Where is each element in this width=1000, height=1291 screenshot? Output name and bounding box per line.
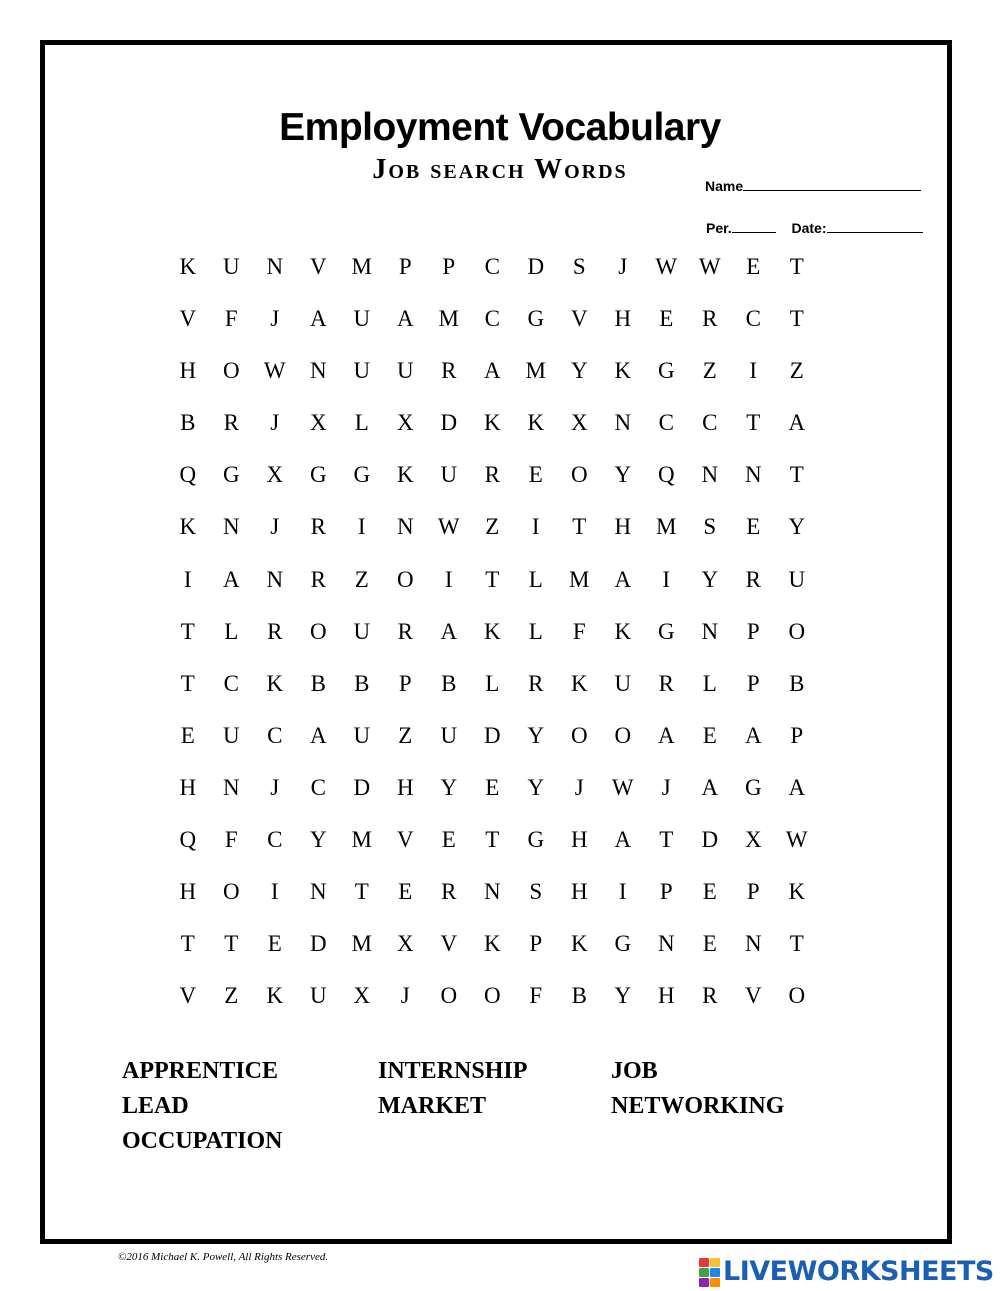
grid-letter[interactable]: Y: [309, 827, 327, 853]
grid-letter[interactable]: R: [745, 566, 761, 592]
grid-letter[interactable]: M: [351, 254, 372, 279]
grid-letter[interactable]: W: [698, 254, 721, 279]
grid-letter[interactable]: C: [484, 254, 500, 279]
grid-letter[interactable]: N: [701, 618, 719, 644]
grid-letter[interactable]: N: [396, 514, 414, 540]
grid-letter[interactable]: W: [437, 514, 460, 540]
grid-letter[interactable]: T: [746, 410, 761, 436]
grid-letter[interactable]: Y: [570, 358, 588, 384]
grid-letter[interactable]: N: [744, 462, 762, 488]
grid-letter[interactable]: U: [222, 254, 240, 279]
grid-letter[interactable]: R: [702, 306, 718, 332]
grid-letter[interactable]: P: [659, 879, 673, 905]
grid-letter[interactable]: G: [309, 462, 327, 488]
grid-letter[interactable]: H: [396, 774, 414, 800]
grid-letter[interactable]: E: [746, 514, 761, 540]
grid-letter[interactable]: V: [309, 254, 327, 279]
grid-letter[interactable]: T: [224, 931, 239, 957]
grid-letter[interactable]: M: [525, 358, 546, 384]
grid-letter[interactable]: E: [267, 931, 282, 957]
grid-letter[interactable]: K: [266, 670, 284, 696]
grid-letter[interactable]: I: [357, 514, 366, 540]
page-title: Employment Vocabulary: [279, 106, 721, 149]
grid-letter[interactable]: P: [746, 879, 760, 905]
grid-letter[interactable]: U: [353, 306, 371, 332]
grid-letter[interactable]: M: [351, 931, 372, 957]
grid-letter[interactable]: G: [657, 358, 675, 384]
grid-letter[interactable]: A: [657, 722, 675, 748]
word-bank-item: LEAD: [122, 1093, 189, 1119]
grid-letter[interactable]: A: [222, 566, 240, 592]
grid-letter[interactable]: R: [484, 462, 500, 488]
grid-letter[interactable]: H: [614, 514, 632, 540]
grid-letter[interactable]: B: [180, 410, 196, 436]
grid-letter[interactable]: S: [703, 514, 717, 540]
grid-letter[interactable]: Z: [702, 358, 717, 384]
grid-letter[interactable]: N: [657, 931, 675, 957]
grid-letter[interactable]: G: [527, 827, 545, 853]
grid-letter[interactable]: K: [527, 410, 545, 436]
grid-letter[interactable]: O: [440, 983, 458, 1009]
word-bank-item: INTERNSHIP: [378, 1058, 528, 1084]
word-bank-item: NETWORKING: [611, 1093, 785, 1119]
grid-letter[interactable]: U: [353, 358, 371, 384]
grid-letter[interactable]: C: [658, 410, 674, 436]
grid-letter[interactable]: F: [572, 618, 586, 644]
grid-letter[interactable]: I: [183, 566, 192, 592]
grid-letter[interactable]: T: [180, 618, 195, 644]
brand-name: LIVEWORKSHEETS: [723, 1256, 994, 1287]
grid-letter[interactable]: G: [222, 462, 240, 488]
grid-letter[interactable]: N: [222, 514, 240, 540]
grid-letter[interactable]: A: [309, 306, 327, 332]
grid-letter[interactable]: D: [483, 722, 501, 748]
grid-letter[interactable]: Z: [354, 566, 369, 592]
grid-letter[interactable]: R: [702, 983, 718, 1009]
grid-letter[interactable]: Y: [614, 462, 632, 488]
grid-letter[interactable]: R: [397, 618, 413, 644]
grid-letter[interactable]: T: [485, 827, 500, 853]
grid-letter[interactable]: I: [531, 514, 540, 540]
grid-letter[interactable]: P: [746, 670, 760, 696]
grid-letter[interactable]: F: [224, 827, 238, 853]
grid-letter[interactable]: V: [179, 306, 197, 332]
grid-letter[interactable]: E: [441, 827, 456, 853]
per-blank[interactable]: [732, 220, 776, 233]
grid-letter[interactable]: T: [659, 827, 674, 853]
grid-letter[interactable]: R: [310, 514, 326, 540]
grid-letter[interactable]: B: [789, 670, 805, 696]
grid-letter[interactable]: D: [353, 774, 371, 800]
grid-letter[interactable]: C: [702, 410, 718, 436]
grid-letter[interactable]: H: [657, 983, 675, 1009]
grid-letter[interactable]: X: [396, 410, 414, 436]
grid-letter[interactable]: A: [744, 722, 762, 748]
grid-letter[interactable]: P: [790, 722, 804, 748]
grid-letter[interactable]: G: [527, 306, 545, 332]
grid-letter[interactable]: A: [614, 566, 632, 592]
grid-letter[interactable]: Z: [485, 514, 500, 540]
grid-letter[interactable]: O: [570, 462, 588, 488]
grid-letter[interactable]: R: [528, 670, 544, 696]
grid-letter[interactable]: Q: [179, 827, 197, 853]
grid-letter[interactable]: U: [396, 358, 414, 384]
grid-letter[interactable]: V: [570, 306, 588, 332]
liveworksheets-logo[interactable]: [699, 1256, 994, 1287]
grid-letter[interactable]: E: [485, 774, 500, 800]
name-label: Name: [705, 178, 744, 194]
grid-letter[interactable]: J: [574, 774, 584, 800]
grid-letter[interactable]: K: [788, 879, 806, 905]
grid-letter[interactable]: T: [789, 254, 804, 279]
grid-letter[interactable]: P: [398, 670, 412, 696]
grid-letter[interactable]: O: [222, 358, 240, 384]
grid-letter[interactable]: O: [788, 983, 806, 1009]
grid-letter[interactable]: N: [266, 254, 284, 279]
grid-letter[interactable]: T: [789, 306, 804, 332]
grid-letter[interactable]: B: [441, 670, 457, 696]
grid-letter[interactable]: K: [570, 931, 588, 957]
grid-letter[interactable]: H: [614, 306, 632, 332]
grid-letter[interactable]: T: [354, 879, 369, 905]
grid-letter[interactable]: I: [749, 358, 758, 384]
grid-letter[interactable]: A: [788, 774, 806, 800]
grid-letter[interactable]: E: [398, 879, 413, 905]
grid-letter[interactable]: L: [485, 670, 500, 696]
grid-letter[interactable]: J: [400, 983, 410, 1009]
grid-letter[interactable]: C: [267, 722, 283, 748]
grid-letter[interactable]: I: [662, 566, 671, 592]
grid-letter[interactable]: I: [444, 566, 453, 592]
grid-letter[interactable]: T: [789, 931, 804, 957]
grid-letter[interactable]: Y: [701, 566, 719, 592]
grid-letter[interactable]: G: [614, 931, 632, 957]
grid-letter[interactable]: L: [354, 410, 369, 436]
grid-letter[interactable]: K: [483, 618, 501, 644]
grid-letter[interactable]: U: [440, 722, 458, 748]
grid-letter[interactable]: L: [224, 618, 239, 644]
grid-letter[interactable]: M: [656, 514, 677, 540]
grid-letter[interactable]: U: [440, 462, 458, 488]
page-subtitle: Job search Words: [372, 154, 628, 185]
word-bank-item: APPRENTICE: [122, 1058, 279, 1084]
grid-letter[interactable]: H: [179, 879, 197, 905]
grid-letter[interactable]: K: [614, 358, 632, 384]
grid-letter[interactable]: O: [483, 983, 501, 1009]
grid-letter[interactable]: A: [701, 774, 719, 800]
grid-letter[interactable]: N: [701, 462, 719, 488]
grid-letter[interactable]: K: [614, 618, 632, 644]
grid-letter[interactable]: A: [309, 722, 327, 748]
grid-letter[interactable]: X: [266, 462, 284, 488]
grid-letter[interactable]: U: [614, 670, 632, 696]
grid-letter[interactable]: Y: [788, 514, 806, 540]
grid-letter[interactable]: W: [655, 254, 678, 279]
grid-letter[interactable]: T: [572, 514, 587, 540]
grid-letter[interactable]: G: [353, 462, 371, 488]
grid-letter[interactable]: E: [528, 462, 543, 488]
grid-letter[interactable]: R: [658, 670, 674, 696]
grid-letter[interactable]: F: [224, 306, 238, 332]
grid-letter[interactable]: T: [180, 931, 195, 957]
grid-letter[interactable]: N: [309, 879, 327, 905]
grid-letter[interactable]: T: [180, 670, 195, 696]
grid-letter[interactable]: Y: [527, 774, 545, 800]
grid-letter[interactable]: B: [571, 983, 587, 1009]
grid-letter[interactable]: V: [179, 983, 197, 1009]
grid-letter[interactable]: Y: [527, 722, 545, 748]
grid-letter[interactable]: J: [270, 514, 280, 540]
grid-letter[interactable]: G: [744, 774, 762, 800]
date-label: Date:: [791, 220, 827, 236]
grid-letter[interactable]: E: [746, 254, 761, 279]
grid-letter[interactable]: M: [569, 566, 590, 592]
grid-letter[interactable]: Q: [179, 462, 197, 488]
grid-letter[interactable]: J: [661, 774, 671, 800]
grid-letter[interactable]: N: [483, 879, 501, 905]
grid-letter[interactable]: E: [659, 306, 674, 332]
per-date-fields: [706, 220, 923, 236]
grid-letter[interactable]: N: [309, 358, 327, 384]
grid-letter[interactable]: E: [702, 879, 717, 905]
grid-letter[interactable]: N: [744, 931, 762, 957]
grid-letter[interactable]: V: [744, 983, 762, 1009]
grid-letter[interactable]: R: [310, 566, 326, 592]
grid-letter[interactable]: L: [528, 566, 543, 592]
grid-letter[interactable]: E: [702, 931, 717, 957]
grid-letter[interactable]: U: [353, 722, 371, 748]
grid-letter[interactable]: X: [309, 410, 327, 436]
grid-letter[interactable]: B: [310, 670, 326, 696]
grid-letter[interactable]: K: [396, 462, 414, 488]
grid-letter[interactable]: R: [441, 358, 457, 384]
grid-letter[interactable]: O: [570, 722, 588, 748]
grid-letter[interactable]: A: [440, 618, 458, 644]
grid-letter[interactable]: K: [483, 931, 501, 957]
grid-letter[interactable]: J: [270, 774, 280, 800]
grid-letter[interactable]: V: [396, 827, 414, 853]
grid-letter[interactable]: S: [529, 879, 543, 905]
grid-letter[interactable]: H: [179, 358, 197, 384]
grid-letter[interactable]: L: [702, 670, 717, 696]
grid-letter[interactable]: U: [309, 983, 327, 1009]
word-bank-item: JOB: [611, 1058, 658, 1084]
per-label: Per.: [706, 220, 732, 236]
grid-letter[interactable]: O: [614, 722, 632, 748]
grid-letter[interactable]: C: [267, 827, 283, 853]
grid-letter[interactable]: K: [266, 983, 284, 1009]
grid-letter[interactable]: N: [614, 410, 632, 436]
word-search-grid[interactable]: [166, 248, 819, 1029]
grid-letter[interactable]: A: [483, 358, 501, 384]
grid-letter[interactable]: O: [222, 879, 240, 905]
grid-letter[interactable]: D: [701, 827, 719, 853]
grid-letter[interactable]: L: [528, 618, 543, 644]
grid-letter[interactable]: C: [223, 670, 239, 696]
grid-letter[interactable]: J: [618, 254, 628, 279]
grid-letter[interactable]: K: [483, 410, 501, 436]
grid-letter[interactable]: P: [529, 931, 543, 957]
grid-letter[interactable]: X: [570, 410, 588, 436]
grid-letter[interactable]: C: [310, 774, 326, 800]
grid-letter[interactable]: V: [440, 931, 458, 957]
grid-letter[interactable]: A: [396, 306, 414, 332]
word-bank-item: OCCUPATION: [122, 1128, 283, 1154]
grid-letter[interactable]: J: [270, 410, 280, 436]
grid-letter[interactable]: X: [353, 983, 371, 1009]
grid-letter[interactable]: R: [441, 879, 457, 905]
grid-letter[interactable]: P: [746, 618, 760, 644]
grid-letter[interactable]: G: [657, 618, 675, 644]
grid-letter[interactable]: H: [179, 774, 197, 800]
grid-letter[interactable]: Q: [657, 462, 675, 488]
grid-letter[interactable]: B: [354, 670, 370, 696]
grid-letter[interactable]: Z: [224, 983, 239, 1009]
word-bank: [122, 1054, 882, 1159]
grid-letter[interactable]: D: [309, 931, 327, 957]
grid-letter[interactable]: X: [744, 827, 762, 853]
grid-letter[interactable]: S: [572, 254, 586, 279]
grid-letter[interactable]: P: [442, 254, 456, 279]
grid-letter[interactable]: D: [440, 410, 458, 436]
grid-letter[interactable]: U: [222, 722, 240, 748]
grid-letter[interactable]: W: [785, 827, 808, 853]
grid-letter[interactable]: O: [788, 618, 806, 644]
grid-letter[interactable]: J: [270, 306, 280, 332]
grid-letter[interactable]: U: [353, 618, 371, 644]
grid-letter[interactable]: K: [179, 254, 197, 279]
grid-letter[interactable]: Z: [398, 722, 413, 748]
grid-letter[interactable]: Z: [789, 358, 804, 384]
grid-letter[interactable]: N: [266, 566, 284, 592]
grid-letter[interactable]: K: [570, 670, 588, 696]
grid-letter[interactable]: M: [438, 306, 459, 332]
grid-letter[interactable]: I: [618, 879, 627, 905]
grid-letter[interactable]: I: [270, 879, 279, 905]
word-bank-item: MARKET: [378, 1093, 486, 1119]
grid-letter[interactable]: C: [745, 306, 761, 332]
grid-letter[interactable]: F: [529, 983, 543, 1009]
date-blank[interactable]: [827, 220, 923, 233]
grid-letter[interactable]: N: [222, 774, 240, 800]
grid-letter[interactable]: R: [223, 410, 239, 436]
grid-letter[interactable]: E: [180, 722, 195, 748]
grid-letter[interactable]: T: [485, 566, 500, 592]
grid-letter[interactable]: D: [527, 254, 545, 279]
grid-letter[interactable]: U: [788, 566, 806, 592]
grid-letter[interactable]: K: [179, 514, 197, 540]
grid-letter[interactable]: H: [570, 879, 588, 905]
grid-letter[interactable]: H: [570, 827, 588, 853]
grid-letter[interactable]: W: [263, 358, 286, 384]
copyright-notice: ©2016 Michael K. Powell, All Rights Reserved.: [118, 1251, 329, 1263]
grid-letter[interactable]: W: [611, 774, 634, 800]
name-field[interactable]: [705, 178, 921, 194]
grid-letter[interactable]: P: [398, 254, 412, 279]
grid-letter[interactable]: Y: [440, 774, 458, 800]
grid-letter[interactable]: A: [788, 410, 806, 436]
grid-letter[interactable]: O: [309, 618, 327, 644]
grid-letter[interactable]: Y: [614, 983, 632, 1009]
grid-letter[interactable]: T: [789, 462, 804, 488]
grid-letter[interactable]: E: [702, 722, 717, 748]
logo-blocks-icon: [699, 1258, 719, 1286]
name-blank[interactable]: [743, 178, 921, 191]
grid-letter[interactable]: C: [484, 306, 500, 332]
grid-letter[interactable]: M: [351, 827, 372, 853]
grid-letter[interactable]: X: [396, 931, 414, 957]
grid-letter[interactable]: O: [396, 566, 414, 592]
grid-letter[interactable]: R: [267, 618, 283, 644]
grid-letter[interactable]: A: [614, 827, 632, 853]
